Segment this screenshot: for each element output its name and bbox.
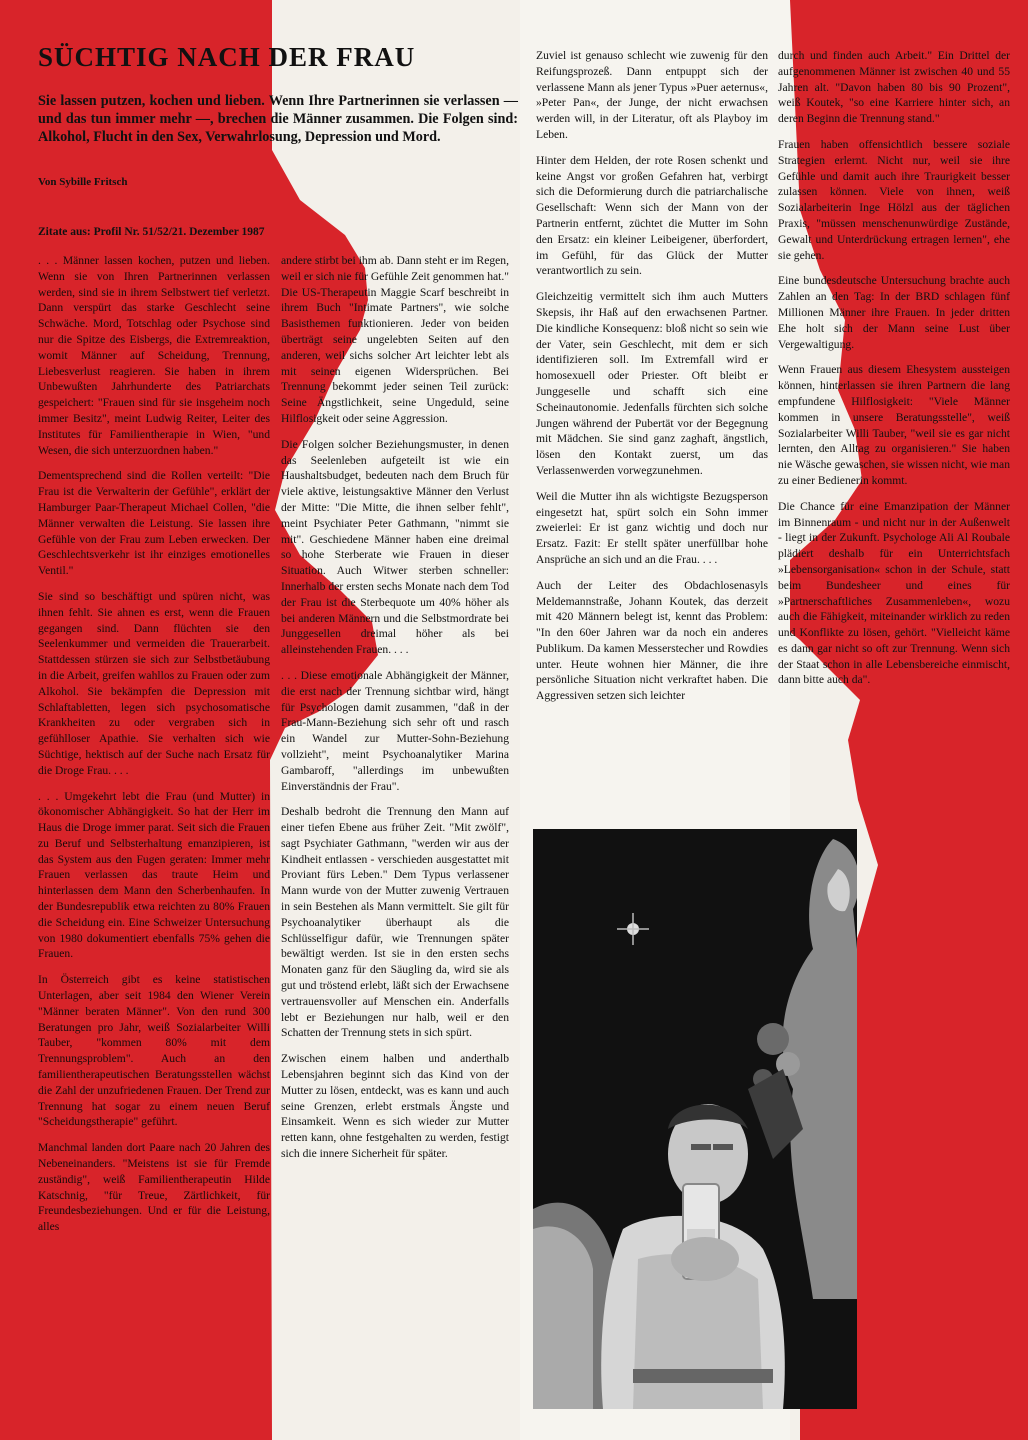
paragraph: Manchmal landen dort Paare nach 20 Jahren des Nebeneinanders. "Meistens ist sie für Fremde zuständig", weiß Familientherapeutin Hilde Katschnig, "für Treue, Zärtlichkeit, für Freundesbeziehungen. Und er für die Leistung, alles <box>38 1141 270 1234</box>
paragraph: Gleichzeitig vermittelt sich ihm auch Mutters Skepsis, ihr Haß auf den erwachsenen Partner. Die kindliche Konsequenz: bloß nicht so sein wie der Vater, sein Geschlecht, mit dem er sich identifizieren soll. Im Extremfall wird er homosexuell oder Priester. Oft bleibt er Junggeselle und schafft sich eine Scheinautonomie. Jedenfalls fürchten sich solche Jungen während der Pubertät vor der Begegnung mit Mädchen. Sie sind ganz zaghaft, ängstlich, lösen den Kontakt zuerst, um das Verlassenwerden vorwegzunehmen. <box>536 290 768 477</box>
article-byline: Von Sybille Fritsch <box>38 176 128 188</box>
paragraph: Zuviel ist genauso schlecht wie zuwenig für den Reifungsprozeß. Dann entpuppt sich der verlassene Mann als jener Typus »Puer aeternus«, »Peter Pan«, der Junge, der nicht erwachsen werden will, in der Literatur, oft als Playboy im Leben. <box>536 49 768 141</box>
paragraph: Dementsprechend sind die Rollen verteilt: "Die Frau ist die Verwalterin der Gefühle", erklärt der Hamburger Paar-Therapeut Michael Collen, "die Männer verwalten die Leistung. Sie lassen ihre Gefühle von der Frau zum Leben erwecken. Der Geschlechtsverkehr ist ihr einziges emotionelles Ventil." <box>38 469 270 578</box>
text-column-4 <box>778 48 1010 688</box>
paragraph: Sie sind so beschäftigt und spüren nicht, was ihnen fehlt. Sie ahnen es erst, wenn die Frauen gegangen sind. Dann flüchten sie den Seelenkummer und vermeiden die Trauerarbeit. Stattdessen stürzen sie sich zur Selbstbetäubung in die Arbeit, greifen wahllos zu Frauen oder zum Alkohol. Sie bekämpfen die Depression mit Schlaftabletten, legen sich psychosomatische Krankheiten zu oder vergraben sich in gefühlloser Apathie. Sie verhalten sich wie Süchtige, hektisch auf der Suche nach Ersatz für die Droge Frau. . . . <box>38 589 270 777</box>
paragraph: Die Chance für eine Emanzipation der Männer im Binnenraum - und nicht nur in der Außenwelt - liegt in der Zukunft. Psychologe Ali Al Roubale plädiert deshalb für ein Unterrichtsfach »Lebensorganisation« schon in der Schule, statt beim Bundesheer und eines für »Partnerschaftliches Zusammenleben«, wozu auch die Fähigkeit, miteinander wirklich zu reden und Konflikte zu lösen, gehört. "Vielleicht käme es dann gar nicht so oft zur Trennung. Wenn sich der Staat schon in alle Lebensbereiche einmischt, dann bitte auch da". <box>778 499 1010 687</box>
paragraph: . . . Diese emotionale Abhängigkeit der Männer, die erst nach der Trennung sichtbar wird, hängt für Psychologen damit zusammen, "daß in der Frau-Mann-Beziehung sich sehr oft und rasch ein Wandel zur Mutter-Sohn-Beziehung vollzieht", meint Psychoanalytiker Marina Gambaroff, "allerdings im unbewußten Einverständnis der Frau". <box>281 668 509 793</box>
paragraph: Deshalb bedroht die Trennung den Mann auf einer tiefen Ebene aus früher Zeit. "Mit zwölf", sagt Psychiater Gathmann, "werden wir aus der Kindheit entlassen - verschieden ausgestattet mit Proviant fürs Leben." Dem Typus verlassener Mann wurde von der Mutter zuwenig Vertrauen in sein Bestehen als Mann vermittelt. Sie gilt für Psychoanalytiker überhaupt als die Schlüsselfigur dafür, wie Trennungen später bewältigt werden. Ist sie in den ersten sechs Monaten ganz für den Säugling da, wird sie als gut und tröstend erlebt, läßt sich der Erwachsene vertrauensvoller auf Menschen ein. Anderfalls lebt er Beziehungen nur halb, weil er den Schatten der Trennung stets in sich spürt. <box>281 805 509 1040</box>
article-headline: SÜCHTIG NACH DER FRAU <box>38 42 416 72</box>
photo-man-drinking <box>533 829 857 1409</box>
text-column-1 <box>38 253 270 1235</box>
paragraph: . . . Männer lassen kochen, putzen und lieben. Wenn sie von Ihren Partnerinnen verlassen werden, sind sie in ihrem Selbstwert tief verletzt. Dann verspürt das starke Geschlecht seine Schwäche. Mord, Totschlag oder Psychose sind nur die Spitze des Eisbergs, die Extremreaktion, womit Männer auf Scheidung, Trennung, Liebesverlust reagieren. Sie haben in ihrem Unbewußten Jahrhunderte des Patriarchats gespeichert: "Frauen sind für sie insgeheim noch immer Besitz", meint Ludwig Reiter, Leiter des Institutes für Familientherapie in Wien, "und Wesen, die sich unterzuordnen haben." <box>38 254 270 457</box>
paragraph: andere stirbt bei ihm ab. Dann steht er im Regen, weil er sich nie für Gefühle Zeit genommen hat." Die US-Therapeutin Maggie Scarf beschreibt in ihrem Buch "Intimate Partners", wie solche Basisthemen funktionieren. Jeder von beiden überträgt seine ungelebten Seiten auf den anderen, weil sichs solcher Art leichter lebt als mit seinen eigenen Widersprüchen. Bei Trennung bekommt jeder seinen Teil zurück: Seine Ängstlichkeit, seine Ungeduld, seine Hilflosigkeit oder seine Aggression. <box>281 254 509 425</box>
paragraph: Die Folgen solcher Beziehungsmuster, in denen das Seelenleben aufgeteilt ist wie ein Haushaltsbudget, bedeuten nach dem Bruch für viele aktive, leistungsaktive Männer den Verlust der Mitte: "Die Mitte, die ihnen selber fehlt", meint Psychiater Peter Gathmann, "nimmt sie mit". Geschiedene Männer haben eine dreimal so hohe Sterberate wie Frauen in dieser Situation. Auch Witwer sterben schneller: Innerhalb der ersten sechs Monate nach dem Tod der Frau ist die Sterbequote um 40% höher als bei anderen Männern und die Selbstmordrate bei Junggesellen dreimal höher als bei alleinstehenden Frauen. . . . <box>281 437 509 657</box>
paragraph: durch und finden auch Arbeit." Ein Drittel der aufgenommenen Männer ist zwischen 40 und 55 Jahren alt. "Davon haben 80 bis 90 Prozent", weiß Koutek, "so eine Karriere hinter sich, an deren Beginn die Trennung stand." <box>778 49 1010 126</box>
paragraph: Zwischen einem halben und anderthalb Lebensjahren beginnt sich das Kind von der Mutter zu lösen, entdeckt, was es kann und auch seine Grenzen, erlebt erstmals Ängste und Einsamkeit. Wenn es sich wieder zur Mutter retten kann, ohne festgehalten zu werden, festigt sich die innere Sicherheit für später. <box>281 1052 509 1161</box>
paragraph: . . . Umgekehrt lebt die Frau (und Mutter) in ökonomischer Abhängigkeit. So hat der Herr im Haus die Droge immer parat. Seit sich die Frauen zu Beruf und Selbsterhaltung emanzipieren, ist das System aus den Fugen geraten: Immer mehr Frauen verlassen das traute Heim und hinterlassen dem Mann den Scherbenhaufen. In der Bundesrepublik etwa reichten zu 80% Frauen die Scheidung ein. Eine Schweizer Untersuchung von 1980 dokumentiert ebenfalls 75% gehen die Frauen. <box>38 789 270 961</box>
paragraph: Wenn Frauen aus diesem Ehesystem aussteigen können, hinterlassen sie ihren Partnern die lang empfundene Hilflosigkeit: "Viele Männer kommen in unsere Beratungsstelle", weiß Sozialarbeiter Willi Tauber, "weil sie es gar nicht lernten, den Alltag zu organisieren." Sie haben nie Wäsche gewaschen, sie wissen nicht, wie man zu einer Bedienerin kommt. <box>778 363 1010 487</box>
paragraph: Hinter dem Helden, der rote Rosen schenkt und keine Angst vor großen Gefahren hat, verbirgt sich die Deformierung durch die patriarchalische Gesellschaft: Wenn sich der Mann von der Partnerin entfernt, züchtet die Mutter im Sohn den Ersatz: ein kleiner Leibeigener, überfordert, im Gefühl, für das Glück der Mutter verantwortlich zu sein. <box>536 153 768 278</box>
paragraph: Frauen haben offensichtlich bessere soziale Strategien erlernt. Nicht nur, weil sie ihre Gefühle und damit auch ihre Traurigkeit besser zulassen können. Viele von ihnen, weiß Sozialarbeiterin Inge Hölzl aus der täglichen Praxis, "müssen menschenunwürdige Zustände, Gewalt und Unterdrückung ertragen lernen", ehe sie gehen. <box>778 137 1010 262</box>
paragraph: Auch der Leiter des Obdachlosenasyls Meldemannstraße, Johann Koutek, das derzeit mit 420 Männern belegt ist, kennt das Problem: "In den 60er Jahren war da noch ein anderes Publikum. Da kamen Messerstecher und Rowdies unter. Heute wohnen hier Männer, die ihre persönliche Situation nicht verkraftet haben. Die Aggressiven setzen sich leichter <box>536 578 768 703</box>
article-source: Zitate aus: Profil Nr. 51/52/21. Dezember 1987 <box>38 226 265 238</box>
article-lead: Sie lassen putzen, kochen und lieben. Wenn Ihre Partnerinnen sie verlassen — und das tun immer mehr —, brechen die Männer zusammen. Die Folgen sind: Alkohol, Flucht in den Sex, Verwahrlosung, Depression und Mord. <box>38 93 518 145</box>
paragraph: Weil die Mutter ihn als wichtigste Bezugsperson eingesetzt hat, spürt solch ein Sohn immer zweierlei: Er ist ganz wichtig und doch nur Ersatz. Fazit: Er stellt später unerfüllbar hohe Ansprüche an sich und an die Frau. . . . <box>536 489 768 566</box>
text-column-3 <box>536 48 768 704</box>
paragraph: Eine bundesdeutsche Untersuchung brachte auch Zahlen an den Tag: In der BRD schlagen fünf Millionen Männer ihre Frauen. In jeder dritten Ehe holt sich der Mann seine Lust über Vergewaltigung. <box>778 274 1010 351</box>
text-column-2 <box>281 253 509 1162</box>
paragraph: In Österreich gibt es keine statistischen Unterlagen, aber seit 1984 den Wiener Verein "Männer beraten Männer". Von den rund 300 Beratungen pro Jahr, weiß Sozialarbeiter Willi Tauber, "kommen 80% mit dem Trennungsproblem". Auch an den familientherapeutischen Beratungsstellen wächst die Zahl der unzufriedenen Frauen. Der Trend zur Trennung hat sogar zu einem neuen Beruf "Scheidungstherapie" geführt. <box>38 973 270 1129</box>
